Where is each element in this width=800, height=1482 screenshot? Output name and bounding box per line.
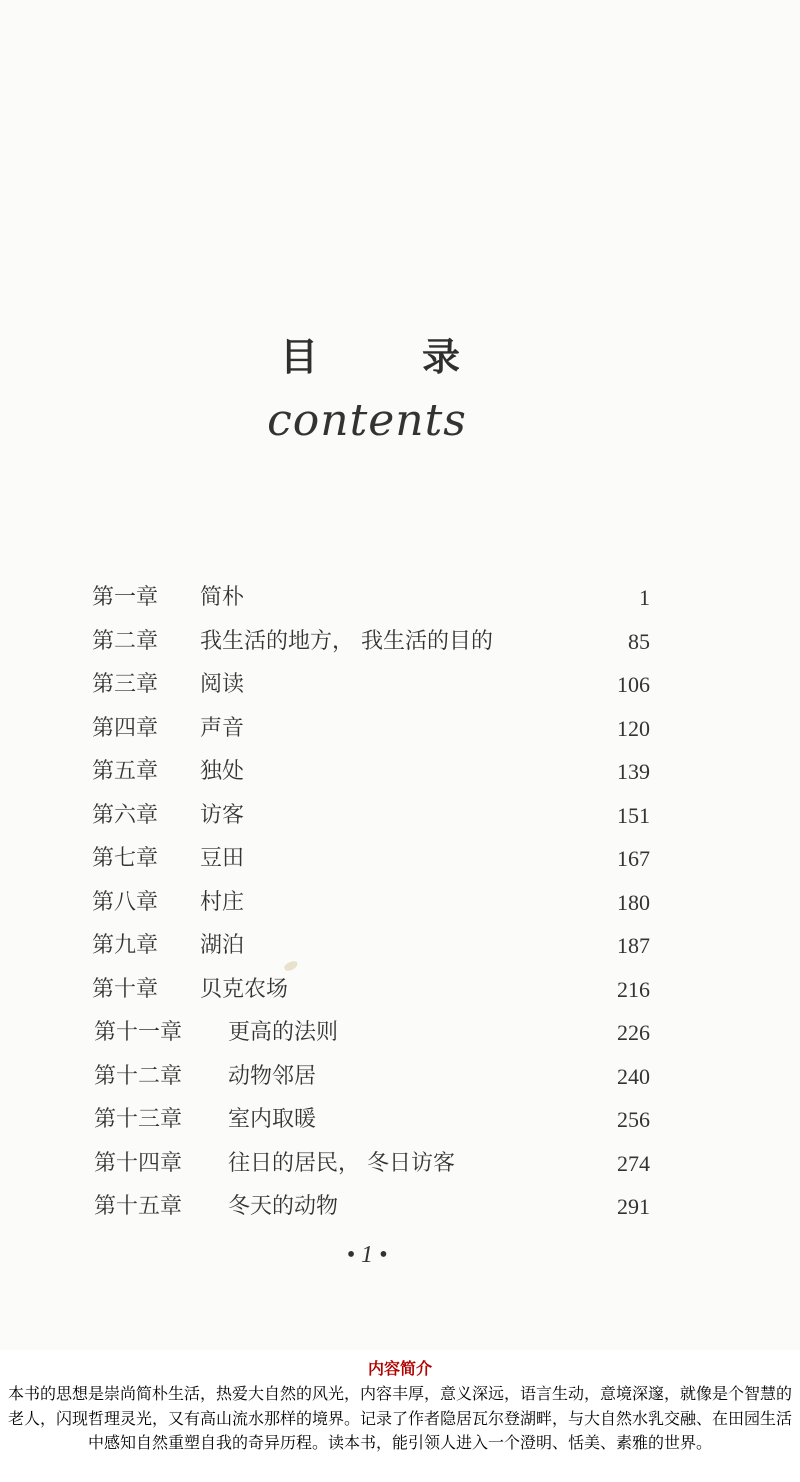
toc-page-number: 151 — [617, 802, 650, 828]
toc-page-number: 180 — [617, 889, 650, 915]
toc-chapter-number: 第八章 — [92, 889, 159, 915]
toc-chapter-title: 村庄 — [200, 889, 245, 915]
toc-page-number: 274 — [617, 1150, 650, 1176]
toc-chapter-number: 第九章 — [92, 933, 159, 958]
toc-page-number: 120 — [617, 715, 650, 741]
summary-heading: 内容简介 — [367, 1359, 432, 1378]
toc-chapter-title: 贝克农场 — [200, 976, 289, 1002]
title-char-2: 录 — [421, 335, 460, 379]
toc-chapter-title: 我生活的地方， 我生活的目的 — [200, 628, 493, 654]
toc-page-number: 85 — [628, 628, 650, 654]
toc-page-number: 1 — [639, 585, 650, 610]
toc-row — [0, 1142, 800, 1186]
toc-chapter-title: 阅读 — [200, 672, 245, 697]
toc-page-number: 187 — [617, 933, 650, 958]
toc-chapter-number: 第十三章 — [94, 1107, 183, 1132]
toc-chapter-number: 第十五章 — [94, 1194, 183, 1219]
toc-row — [0, 576, 800, 620]
toc-row — [0, 837, 800, 881]
toc-chapter-title: 访客 — [200, 802, 245, 828]
toc-page-number: 226 — [617, 1020, 650, 1045]
toc-chapter-number: 第七章 — [92, 846, 159, 871]
toc-chapter-number: 第二章 — [92, 628, 159, 654]
page-title-english: contents — [267, 395, 467, 446]
toc-row — [0, 620, 800, 664]
toc-chapter-title: 更高的法则 — [228, 1020, 339, 1045]
page-title-chinese — [280, 332, 460, 382]
toc-chapter-title: 豆田 — [200, 846, 245, 871]
content-summary — [0, 1356, 800, 1456]
toc-page-number: 256 — [617, 1107, 650, 1132]
toc-chapter-number: 第十四章 — [94, 1150, 183, 1176]
toc-row — [0, 1011, 800, 1055]
toc-page-number: 216 — [617, 976, 650, 1002]
toc-row — [0, 1098, 800, 1142]
toc-row — [0, 924, 800, 968]
title-char-1: 目 — [280, 335, 319, 379]
toc-chapter-number: 第三章 — [92, 672, 159, 697]
toc-chapter-number: 第四章 — [92, 715, 159, 741]
toc-row — [0, 968, 800, 1012]
toc-chapter-title: 往日的居民， 冬日访客 — [228, 1150, 455, 1176]
toc-page-number: 240 — [617, 1063, 650, 1089]
toc-chapter-title: 独处 — [200, 759, 245, 784]
toc-page-number: 167 — [617, 846, 650, 871]
summary-body: 本书的思想是崇尚简朴生活，热爱大自然的风光，内容丰厚，意义深远，语言生动，意境深邃，就像是个智慧的老人，闪现哲理灵光，又有高山流水那样的境界。记录了作者隐居瓦尔登湖畔，与大自然水乳交融、在田园生活中感知自然重塑自我的奇异历程。读本书，能引领人进入一个澄明、恬美、素雅的世界。 — [7, 1384, 792, 1452]
toc-chapter-title: 声音 — [200, 715, 245, 741]
toc-chapter-title: 冬天的动物 — [228, 1194, 339, 1219]
toc-chapter-number: 第五章 — [92, 759, 159, 784]
toc-page-number: 291 — [617, 1194, 650, 1219]
toc-page-number: 106 — [617, 672, 650, 697]
toc-page-number: 139 — [617, 759, 650, 784]
toc-chapter-number: 第十章 — [92, 976, 159, 1002]
toc-chapter-number: 第一章 — [92, 585, 159, 610]
toc-chapter-title: 动物邻居 — [228, 1063, 317, 1089]
toc-row — [0, 663, 800, 707]
page-folio-number: • 1 • — [346, 1242, 388, 1268]
toc-row — [0, 750, 800, 794]
toc-chapter-number: 第六章 — [92, 802, 159, 828]
toc-row — [0, 1185, 800, 1229]
toc-chapter-number: 第十二章 — [94, 1063, 183, 1089]
table-of-contents — [0, 576, 800, 1229]
toc-row — [0, 1055, 800, 1099]
toc-row — [0, 794, 800, 838]
toc-row — [0, 881, 800, 925]
toc-chapter-title: 简朴 — [200, 585, 245, 610]
toc-row — [0, 707, 800, 751]
toc-chapter-title: 室内取暖 — [228, 1107, 317, 1132]
toc-chapter-title: 湖泊 — [200, 933, 245, 958]
toc-chapter-number: 第十一章 — [94, 1020, 183, 1045]
